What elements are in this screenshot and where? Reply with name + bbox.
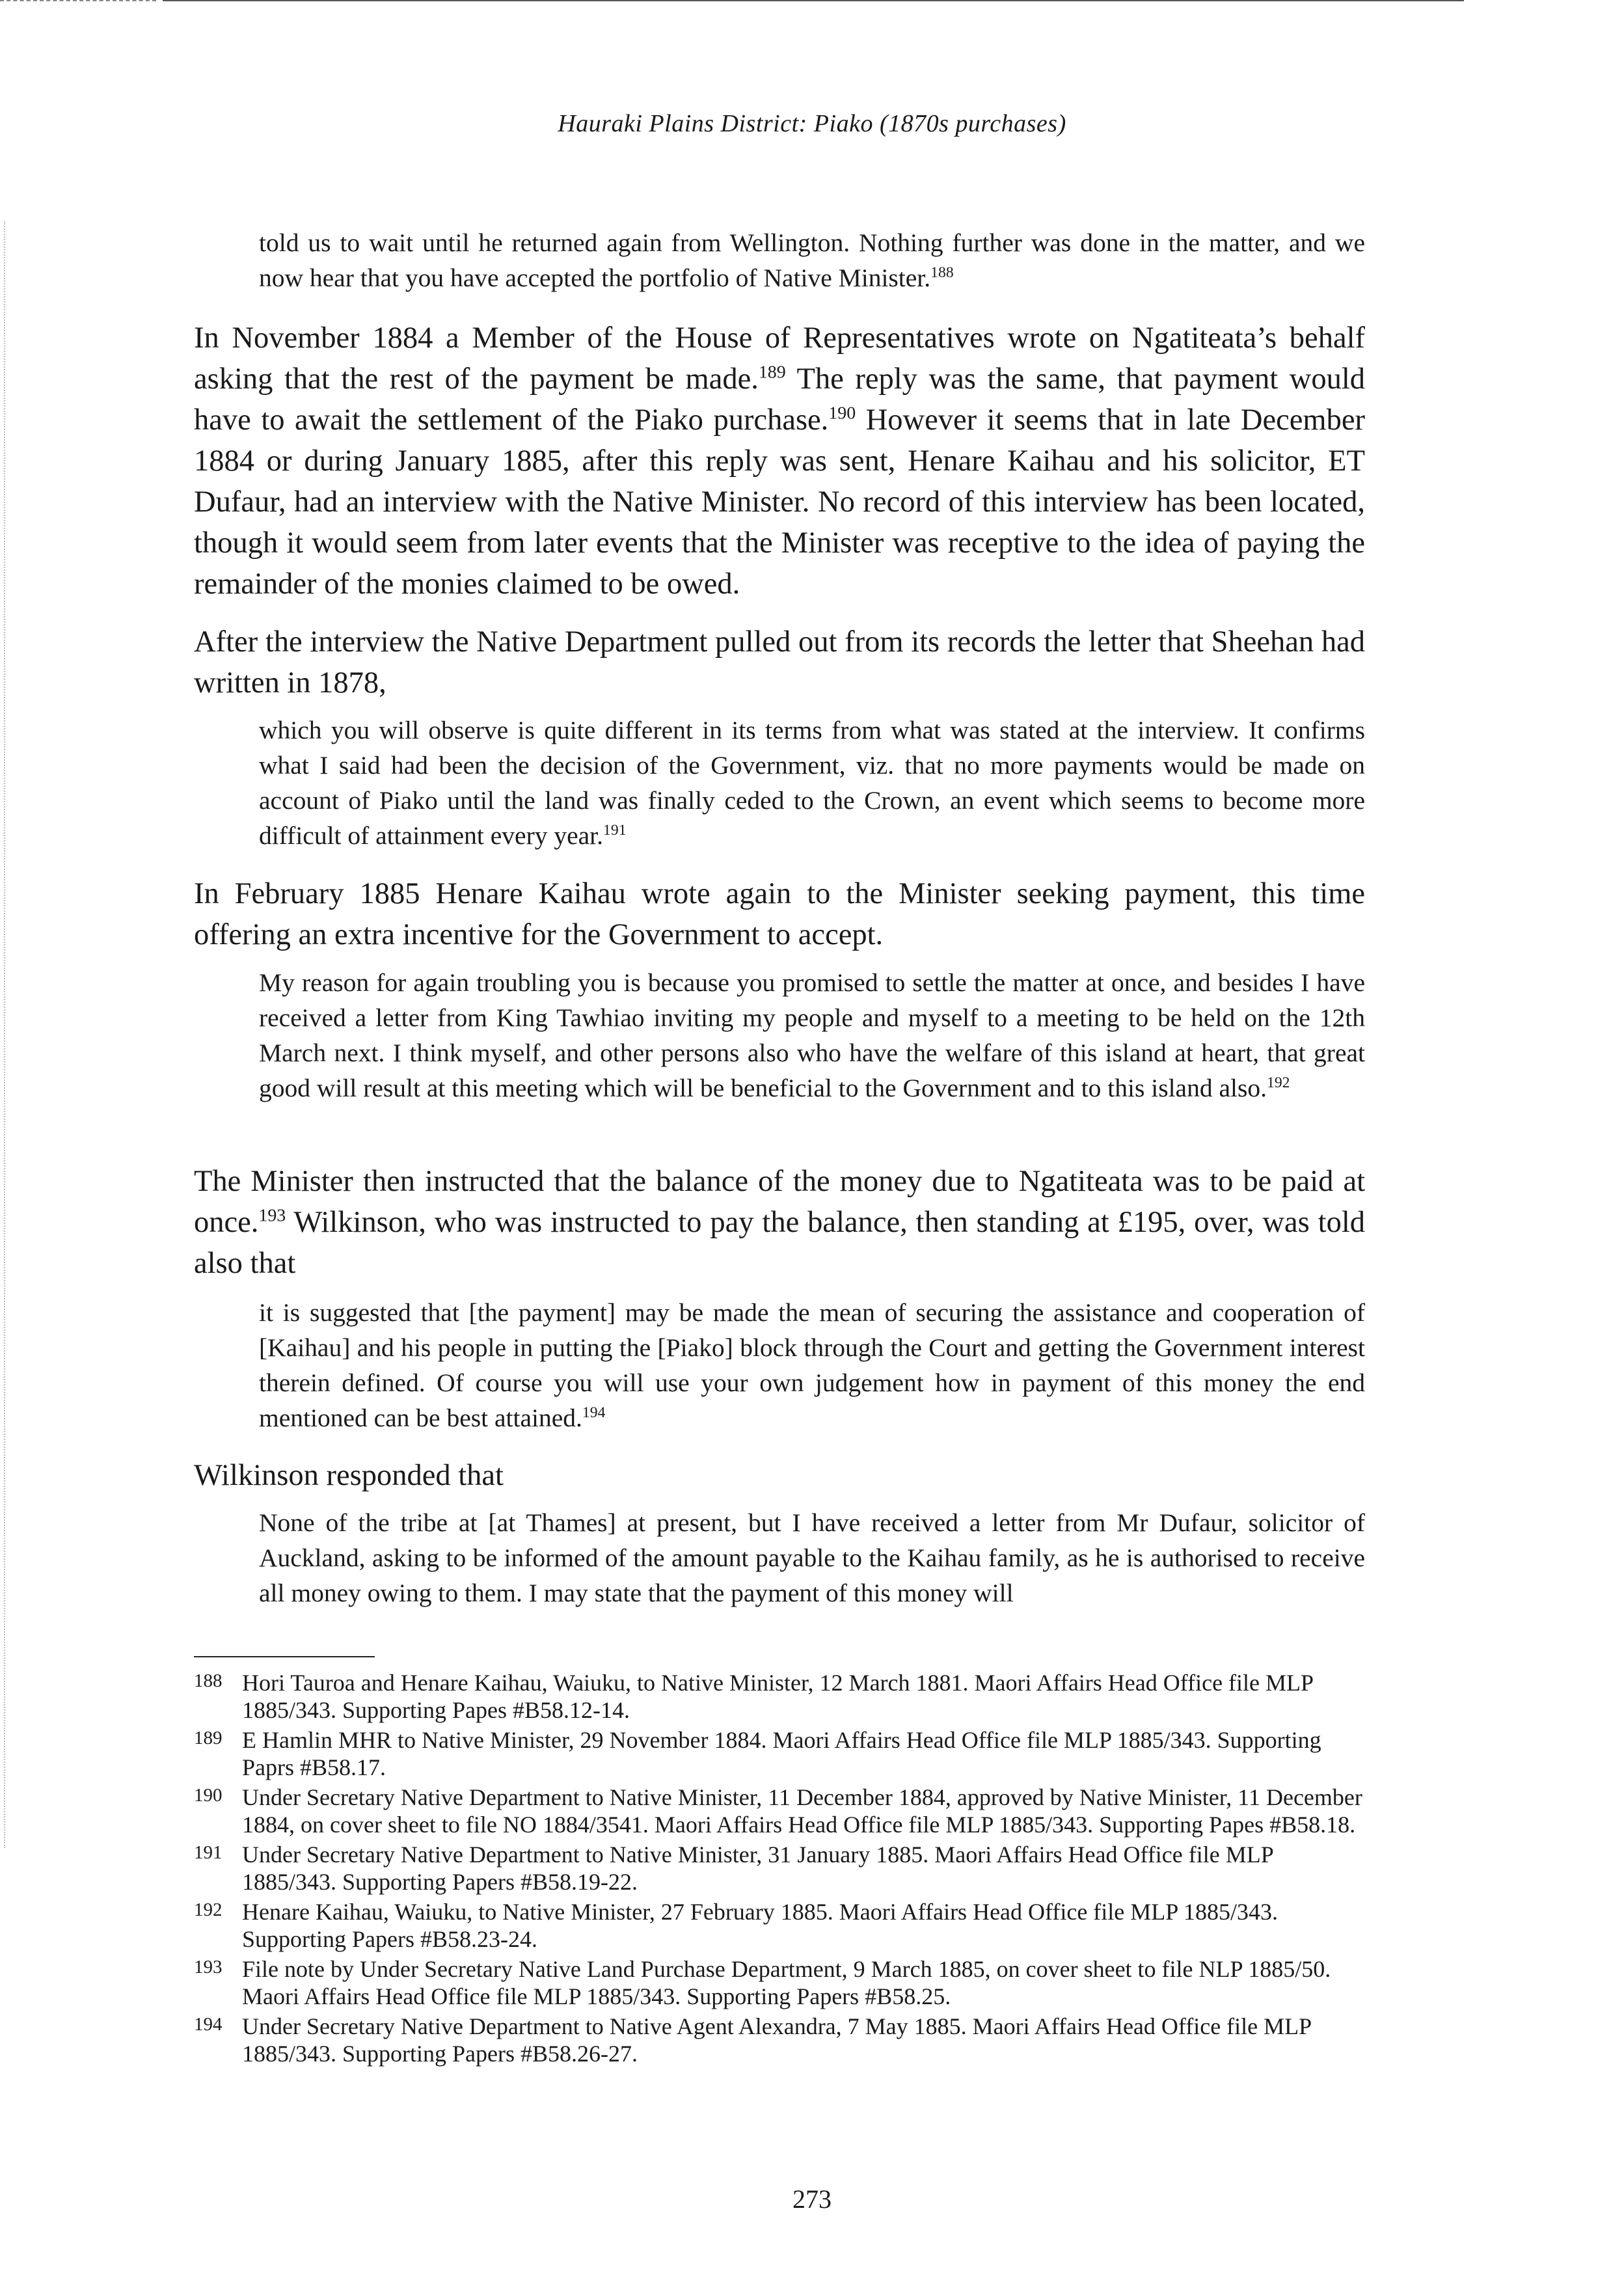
footnote-text: Under Secretary Native Department to Native Minister, 11 December 1884, approved by Native Minister, 11 December 1884, on cover sheet to file NO 1884/3541. Maori Affairs Head Office file MLP 1885/343. Supporting Papes #B58.18. <box>242 1784 1362 1838</box>
footnote-194 <box>194 2013 1365 2067</box>
running-header: Hauraki Plains District: Piako (1870s purchases) <box>558 110 1066 137</box>
footnote-text: File note by Under Secretary Native Land Purchase Department, 9 March 1885, on cover sheet to file NLP 1885/50. Maori Affairs Head Office file MLP 1885/343. Supporting Papers #B58.25. <box>242 1956 1331 2009</box>
footnote-text: Under Secretary Native Department to Native Minister, 31 January 1885. Maori Affairs Head Office file MLP 1885/343. Supporting Papers #B58.19-22. <box>242 1842 1273 1895</box>
footnote-number: 189 <box>194 1728 223 1748</box>
footnote-number: 194 <box>194 2014 223 2035</box>
footnote-ref-194[interactable]: 194 <box>582 1404 606 1421</box>
footnote-ref-189[interactable]: 189 <box>758 362 786 383</box>
top-edge-dashes <box>0 0 156 3</box>
paragraph-1-part-c: However it seems that in late December 1884 or during January 1885, after this reply was sent, Henare Kaihau and his solicitor, ET Dufaur, had an interview with the Native Minister. No record of this interview has been located, though it would seem from later events that the Minister was receptive to the idea of paying the remainder of the monies claimed to be owed. <box>194 403 1365 601</box>
footnote-190 <box>194 1784 1365 1838</box>
paragraph-1-part-a: In November 1884 a Member of the House of Representatives wrote on Ngatiteata’s behalf asking that the rest of the payment be made. <box>194 321 1365 396</box>
quote-1-text: told us to wait until he returned again from Wellington. Nothing further was done in the matter, and we now hear that you have accepted the portfolio of Native Minister. <box>259 228 1365 292</box>
footnote-193 <box>194 1955 1365 2010</box>
footnote-192 <box>194 1898 1365 1953</box>
paragraph-3: In February 1885 Henare Kaihau wrote again to the Minister seeking payment, this time offering an extra incentive for the Government to accept. <box>194 877 1365 951</box>
block-quote-1 <box>259 225 1365 295</box>
block-quote-4 <box>259 1295 1365 1435</box>
footnote-number: 188 <box>194 1670 223 1691</box>
top-edge-rule <box>163 0 1464 3</box>
quote-4-text: it is suggested that [the payment] may be made the mean of securing the assistance and cooperation of [Kaihau] and his people in putting the [Piako] block through the Court and getting the Government interest therein defined. Of course you will use your own judgement how in payment of this money the end mentioned can be best attained. <box>259 1298 1365 1432</box>
footnote-text: Under Secretary Native Department to Native Agent Alexandra, 7 May 1885. Maori Affairs Head Office file MLP 1885/343. Supporting Papers #B58.26-27. <box>242 2013 1311 2067</box>
footnote-ref-191[interactable]: 191 <box>603 821 627 839</box>
quote-2-text: which you will observe is quite different in its terms from what was stated at the interview. It confirms what I said had been the decision of the Government, viz. that no more payments would be made on account of Piako until the land was finally ceded to the Crown, an event which seems to become more difficult of attainment every year. <box>259 716 1365 850</box>
footnote-ref-190[interactable]: 190 <box>828 403 856 424</box>
paragraph-1-part-b: The reply was the same, that payment would have to await the settlement of the Piako purchase. <box>194 362 1365 437</box>
footnote-separator <box>194 1656 375 1657</box>
footnote-number: 191 <box>194 1842 223 1863</box>
page-number: 273 <box>792 2184 832 2214</box>
paragraph-4-part-b: Wilkinson, who was instructed to pay the balance, then standing at £195, over, was told also that <box>194 1206 1365 1280</box>
footnote-text: Henare Kaihau, Waiuku, to Native Minister, 27 February 1885. Maori Affairs Head Office file MLP 1885/343. Supporting Papers #B58.23-24. <box>242 1899 1278 1952</box>
footnote-text: E Hamlin MHR to Native Minister, 29 November 1884. Maori Affairs Head Office file MLP 1885/343. Supporting Paprs #B58.17. <box>242 1727 1321 1780</box>
footnote-number: 193 <box>194 1957 223 1978</box>
paragraph-2: After the interview the Native Department pulled out from its records the letter that Sheehan had written in 1878, <box>194 625 1365 700</box>
quote-3-text: My reason for again troubling you is because you promised to settle the matter at once, and besides I have received a letter from King Tawhiao inviting my people and myself to a meeting to be held on the 12th March next. I think myself, and other persons also who have the welfare of this island at heart, that great good will result at this meeting which will be beneficial to the Government and to this island also. <box>259 968 1365 1102</box>
footnote-191 <box>194 1841 1365 1896</box>
paragraph-4-part-a: The Minister then instructed that the balance of the money due to Ngatiteata was to be paid at once. <box>194 1165 1365 1239</box>
footnote-number: 190 <box>194 1785 223 1806</box>
block-quote-5: None of the tribe at [at Thames] at present, but I have received a letter from Mr Dufaur, solicitor of Auckland, asking to be informed of the amount payable to the Kaihau family, as he is authorised to receive all money owing to them. I may state that the payment of this money will <box>259 1508 1365 1607</box>
block-quote-3 <box>259 965 1365 1106</box>
footnote-number: 192 <box>194 1899 223 1920</box>
footnote-ref-193[interactable]: 193 <box>258 1205 286 1226</box>
paragraph-1 <box>194 318 1365 605</box>
footnote-188 <box>194 1669 1365 1724</box>
footnotes-list <box>194 1669 1365 2070</box>
footnote-189 <box>194 1726 1365 1781</box>
block-quote-2 <box>259 713 1365 853</box>
footnote-ref-192[interactable]: 192 <box>1266 1074 1290 1091</box>
binding-edge-mark <box>4 221 7 1848</box>
footnote-text: Hori Tauroa and Henare Kaihau, Waiuku, to Native Minister, 12 March 1881. Maori Affairs Head Office file MLP 1885/343. Supporting Papes #B58.12-14. <box>242 1670 1313 1723</box>
paragraph-5: Wilkinson responded that <box>194 1459 504 1492</box>
footnote-ref-188[interactable]: 188 <box>930 264 954 281</box>
paragraph-4 <box>194 1161 1365 1284</box>
